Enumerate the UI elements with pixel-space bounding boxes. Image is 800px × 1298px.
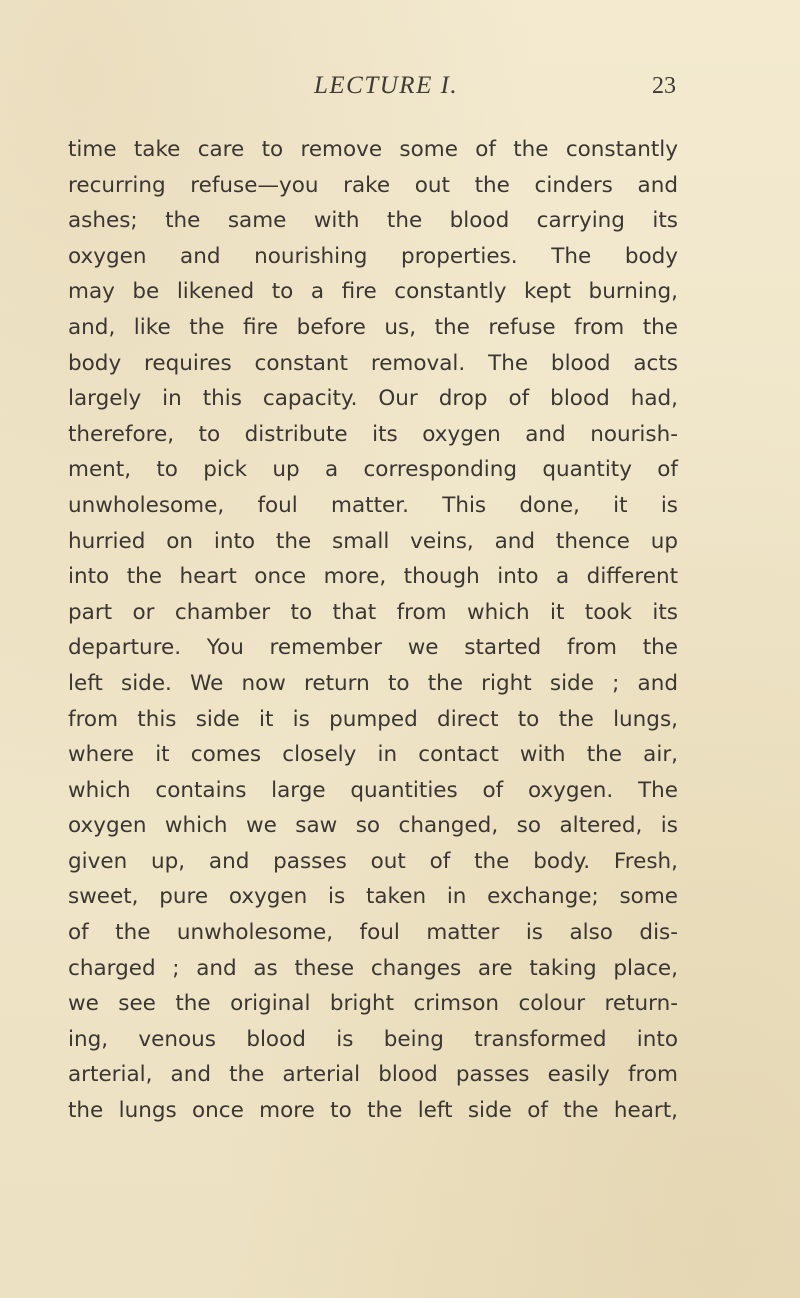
text-line: therefore, to distribute its oxygen and nourish-: [68, 421, 678, 447]
text-line: which contains large quantities of oxygen. The: [68, 777, 678, 803]
body-text: [68, 132, 678, 1129]
running-head: [0, 72, 800, 102]
text-line: into the heart once more, though into a different: [68, 564, 678, 590]
text-line: ment, to pick up a corresponding quantity of: [68, 457, 678, 483]
text-line: part or chamber to that from which it took its: [68, 599, 678, 625]
text-line: body requires constant removal. The blood acts: [68, 350, 678, 376]
text-line: of the unwholesome, foul matter is also dis-: [68, 920, 678, 946]
text-line: unwholesome, foul matter. This done, it is: [68, 492, 678, 518]
text-line: oxygen which we saw so changed, so altered, is: [68, 813, 678, 839]
text-line: given up, and passes out of the body. Fresh,: [68, 848, 678, 874]
text-line: oxygen and nourishing properties. The body: [68, 243, 678, 269]
text-line: recurring refuse—you rake out the cinders and: [68, 172, 678, 198]
text-line: departure. You remember we started from the: [68, 635, 678, 661]
text-line: sweet, pure oxygen is taken in exchange; some: [68, 884, 678, 910]
text-line: charged ; and as these changes are taking place,: [68, 955, 678, 981]
text-line: the lungs once more to the left side of the heart,: [68, 1098, 678, 1124]
text-line: where it comes closely in contact with the air,: [68, 742, 678, 768]
running-title: LECTURE I.: [314, 72, 459, 99]
text-line: left side. We now return to the right side ; and: [68, 670, 678, 696]
text-line: may be likened to a fire constantly kept burning,: [68, 279, 678, 305]
text-line: ing, venous blood is being transformed into: [68, 1026, 678, 1052]
text-line: arterial, and the arterial blood passes easily from: [68, 1062, 678, 1088]
text-line: from this side it is pumped direct to the lungs,: [68, 706, 678, 732]
text-line: hurried on into the small veins, and thence up: [68, 528, 678, 554]
text-line: and, like the fire before us, the refuse from the: [68, 314, 678, 340]
text-line: we see the original bright crimson colour return-: [68, 991, 678, 1017]
text-line: time take care to remove some of the constantly: [68, 137, 678, 162]
page-number: 23: [652, 73, 676, 99]
text-line: largely in this capacity. Our drop of blood had,: [68, 386, 678, 412]
text-line: ashes; the same with the blood carrying its: [68, 208, 678, 234]
